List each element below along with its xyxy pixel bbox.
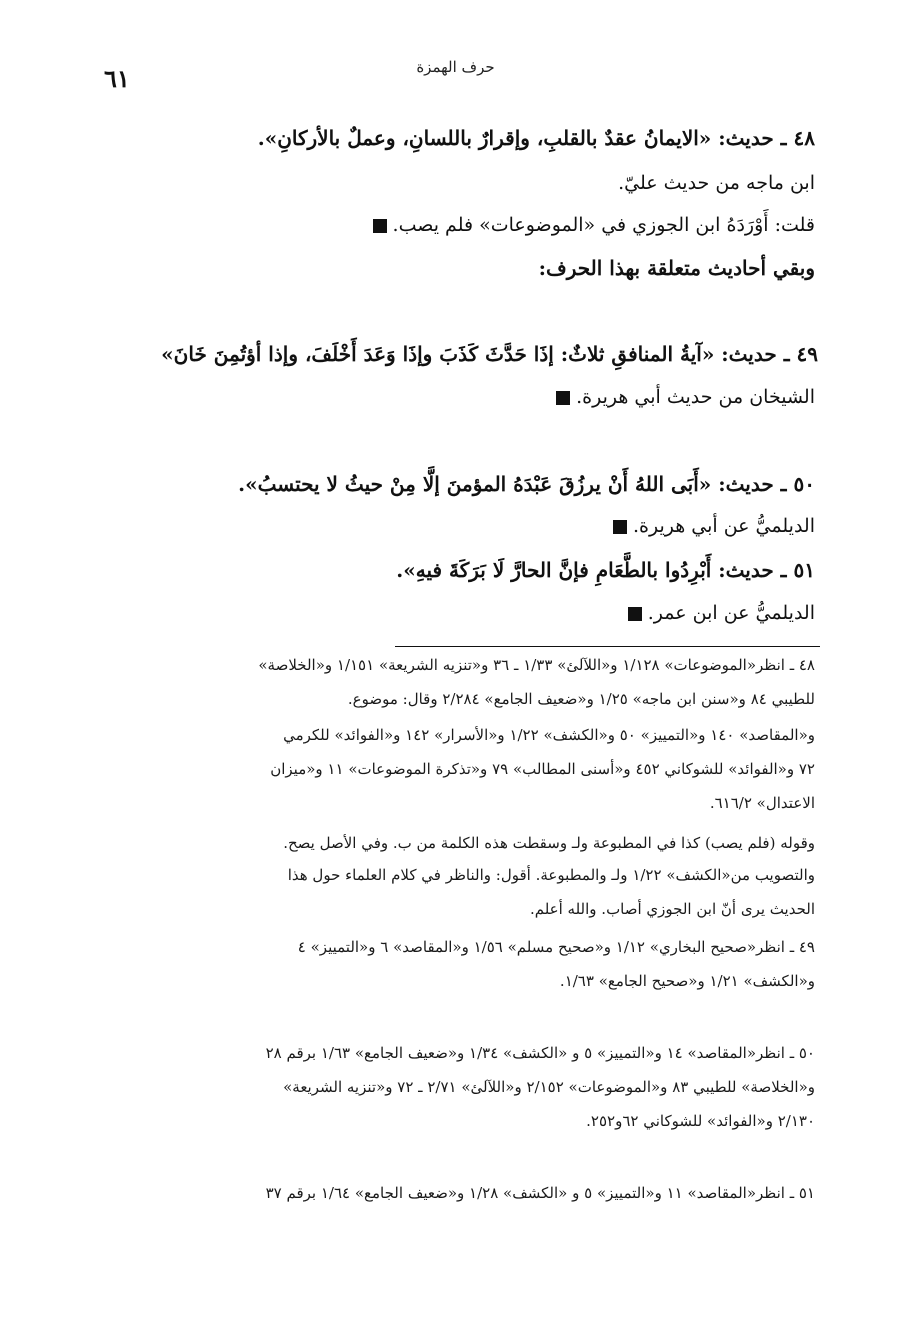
hadith-51-source xyxy=(100,602,815,624)
footnote-48-line-7: والتصويب من«الكشف» ١/٢٢ ولـ والمطبوعة. أقول: والناظر في كلام العلماء حول هذا xyxy=(287,866,815,884)
footnote-48-line-2: للطيبي ٨٤ و«سنن ابن ماجه» ١/٢٥ و«ضعيف الجامع» ٢/٢٨٤ وقال: موضوع. xyxy=(347,690,815,708)
end-marker-icon xyxy=(613,520,627,534)
end-marker-icon xyxy=(628,607,642,621)
hadith-48-text: ٤٨ ـ حديث: «الايمانُ عقدٌ بالقلبِ، وإقرارٌ باللسانِ، وعملٌ بالأركانِ». xyxy=(257,126,815,150)
footnote-50-line-2: و«الخلاصة» للطيبي ٨٣ و«الموضوعات» ٢/١٥٢ و«اللآلئ» ٢/٧١ ـ ٧٢ و«تنزيه الشريعة» xyxy=(283,1078,815,1096)
hadith-49-source-text: الشيخان من حديث أبي هريرة. xyxy=(576,386,815,408)
remaining-hadiths-heading: وبقي أحاديث متعلقة بهذا الحرف: xyxy=(538,256,815,280)
hadith-50-source-text: الديلميُّ عن أبي هريرة. xyxy=(632,515,815,537)
end-marker-icon xyxy=(373,219,387,233)
running-header: حرف الهمزة xyxy=(416,58,495,76)
footnote-48-line-3: و«المقاصد» ١٤٠ و«التمييز» ٥٠ و«الكشف» ١/٢٢ و«الأسرار» ١٤٢ و«الفوائد» للكرمي xyxy=(283,726,815,744)
hadith-49-source xyxy=(100,386,815,408)
footnote-48-line-8: الحديث يرى أنّ ابن الجوزي أصاب. والله أعلم. xyxy=(529,900,815,918)
footnote-48-line-1: ٤٨ ـ انظر«الموضوعات» ١/١٢٨ و«اللآلئ» ١/٣٣ ـ ٣٦ و«تنزيه الشريعة» ١/١٥١ و«الخلاصة» xyxy=(258,656,815,674)
hadith-48-note-text: قلت: أَوْرَدَهُ ابن الجوزي في «الموضوعات» فلم يصب. xyxy=(392,214,815,236)
end-marker-icon xyxy=(556,391,570,405)
footnote-48-line-4: ٧٢ و«الفوائد» للشوكاني ٤٥٢ و«أسنى المطالب» ٧٩ و«تذكرة الموضوعات» ١١ و«ميزان xyxy=(270,760,815,778)
footnote-48-line-6: وقوله (فلم يصب) كذا في المطبوعة ولـ وسقطت هذه الكلمة من ب. وفي الأصل يصح. xyxy=(283,834,815,852)
footnote-49-line-1: ٤٩ ـ انظر«صحيح البخاري» ١/١٢ و«صحيح مسلم» ١/٥٦ و«المقاصد» ٦ و«التمييز» ٤ xyxy=(297,938,815,956)
page-number: ٦١ xyxy=(104,64,130,93)
hadith-50-text: ٥٠ ـ حديث: «أَبَى اللهُ أَنْ يرزُقَ عَبْدَهُ المؤمنَ إلَّا مِنْ حيثُ لا يحتسبُ». xyxy=(238,472,815,496)
footnote-51-line-1: ٥١ ـ انظر«المقاصد» ١١ و«التمييز» ٥ و «الكشف» ١/٢٨ و«ضعيف الجامع» ١/٦٤ برقم ٣٧ xyxy=(265,1184,815,1202)
hadith-51-source-text: الديلميُّ عن ابن عمر. xyxy=(647,602,815,624)
footnote-50-line-1: ٥٠ ـ انظر«المقاصد» ١٤ و«التمييز» ٥ و «الكشف» ١/٣٤ و«ضعيف الجامع» ١/٦٣ برقم ٢٨ xyxy=(265,1044,815,1062)
hadith-50-source xyxy=(100,515,815,537)
footnote-separator xyxy=(395,646,820,647)
hadith-48-note xyxy=(100,214,815,236)
footnote-49-line-2: و«الكشف» ١/٢١ و«صحيح الجامع» ١/٦٣. xyxy=(559,972,815,990)
hadith-48-source: ابن ماجه من حديث عليّ. xyxy=(618,172,815,194)
footnote-50-line-3: ٢/١٣٠ و«الفوائد» للشوكاني ٦٢و٢٥٢. xyxy=(586,1112,815,1130)
hadith-49-text: ٤٩ ـ حديث: «آيةُ المنافقِ ثلاثٌ: إذَا حَدَّثَ كَذَبَ وإذَا وَعَدَ أَخْلَفَ، وإذا أؤتُمِنَ خَانَ» xyxy=(161,342,818,366)
footnote-48-line-5: الاعتدال» ٦١٦/٢. xyxy=(709,794,815,812)
hadith-51-text: ٥١ ـ حديث: أَبْرِدُوا بالطَّعَامِ فإنَّ الحارَّ لَا بَرَكَةَ فيهِ». xyxy=(396,558,815,582)
